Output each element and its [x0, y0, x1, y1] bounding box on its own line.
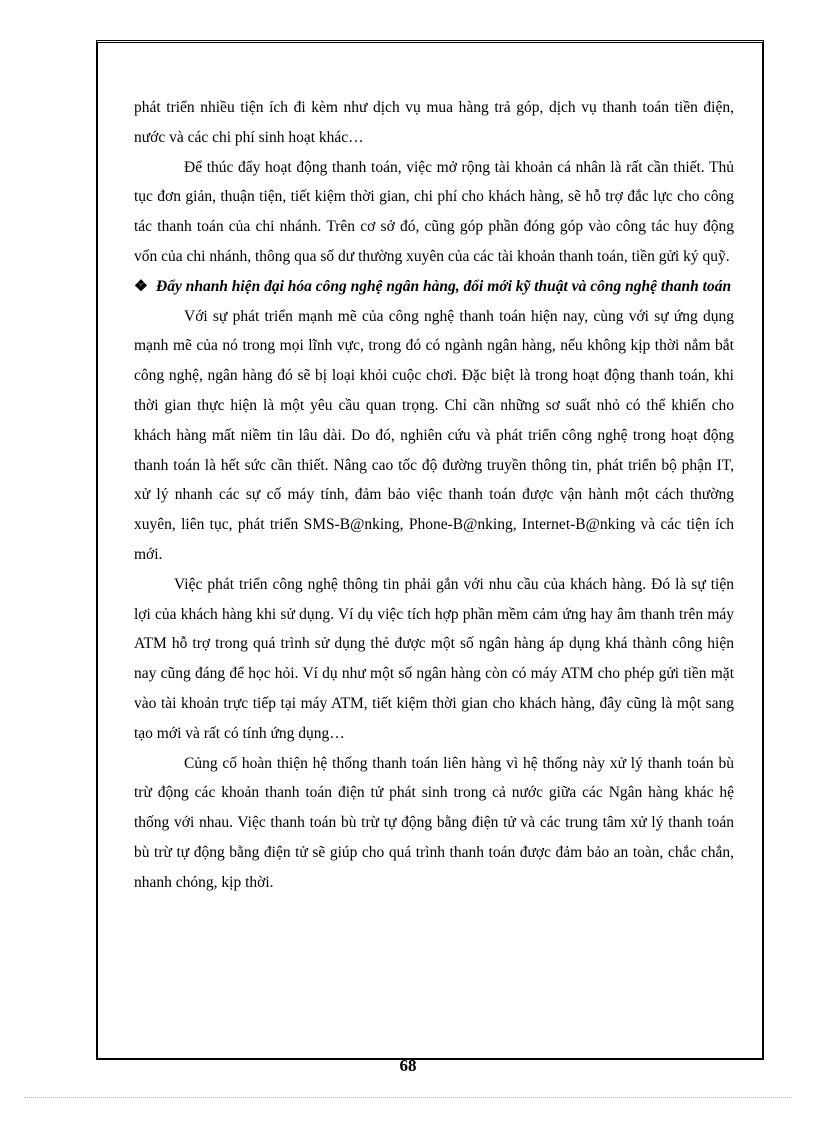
paragraph-customer-needs: Việc phát triển công nghệ thông tin phải gắn với nhu cầu của khách hàng. Đó là sự tiện lợi của khách hàng khi sử dụng. Ví dụ việc tích hợp phần mềm cảm ứng hay âm thanh trên máy ATM hỗ trợ trong quá trình sử dụng thẻ được một số ngân hàng áp dụng khá thành công hiện nay cũng đáng để học hỏi. Ví dụ như một số ngân hàng còn có máy ATM cho phép gửi tiền mặt vào tài khoản trực tiếp tại máy ATM, tiết kiệm thời gian cho khách hàng, đây cũng là một sang tạo mới và rất có tính ứng dụng…: [134, 575, 734, 742]
section-heading-text: Đẩy nhanh hiện đại hóa công nghệ ngân hàng, đổi mới kỹ thuật và công nghệ thanh toán: [156, 277, 732, 295]
paragraph-technology: Với sự phát triển mạnh mẽ của công nghệ thanh toán hiện nay, cùng với sự ứng dụng mạnh mẽ của nó trong mọi lĩnh vực, trong đó có ngành ngân hàng, nếu không kịp thời nắm bắt công nghệ, ngân hàng đó sẽ bị loại khỏi cuộc chơi. Đặc biệt là trong hoạt động thanh toán, khi thời gian thực hiện là một yêu cầu quan trọng. Chỉ cần những sơ suất nhỏ có thể khiến cho khách hàng mất niềm tin lâu dài. Do đó, nghiên cứu và phát triển công nghệ trong hoạt động thanh toán là hết sức cần thiết. Nâng cao tốc độ đường truyền thông tin, phát triển bộ phận IT, xử lý nhanh các sự cố máy tính, đảm bảo việc thanh toán được vận hành một cách thường xuyên, liên tục, phát triển SMS-B@nking, Phone-B@nking, Internet-B@nking và các tiện ích mới.: [134, 307, 734, 563]
paragraph-account-expansion: Để thúc đẩy hoạt động thanh toán, việc mở rộng tài khoản cá nhân là rất cần thiết. Thủ tục đơn giản, thuận tiện, tiết kiệm thời gian, chi phí cho khách hàng, sẽ hỗ trợ đắc lực cho công tác thanh toán của chi nhánh. Trên cơ sở đó, cũng góp phần đóng góp vào công tác huy động vốn của chi nhánh, thông qua số dư thường xuyên của các tài khoản thanh toán, tiền gửi ký quỹ.: [134, 158, 734, 265]
section-heading: [134, 272, 734, 302]
diamond-bullet-icon: ❖: [134, 277, 148, 295]
page-number: 68: [399, 1056, 417, 1075]
page-footer-divider: [24, 1097, 792, 1098]
paragraph-interbank: Củng cố hoàn thiện hệ thống thanh toán liên hàng vì hệ thống này xử lý thanh toán bù trừ động các khoản thanh toán điện tử phát sinh trong cả nước giữa các Ngân hàng khác hệ thống với nhau. Việc thanh toán bù trừ tự động bằng điện tử và các trung tâm xử lý thanh toán bù trừ tự động bằng điện tử sẽ giúp cho quá trình thanh toán được đảm bảo an toàn, chắc chắn, nhanh chóng, kịp thời.: [134, 754, 734, 891]
document-body: [134, 93, 734, 898]
paragraph-continuation: phát triển nhiều tiện ích đi kèm như dịch vụ mua hàng trả góp, dịch vụ thanh toán tiền điện, nước và các chi phí sinh hoạt khác…: [134, 99, 734, 146]
